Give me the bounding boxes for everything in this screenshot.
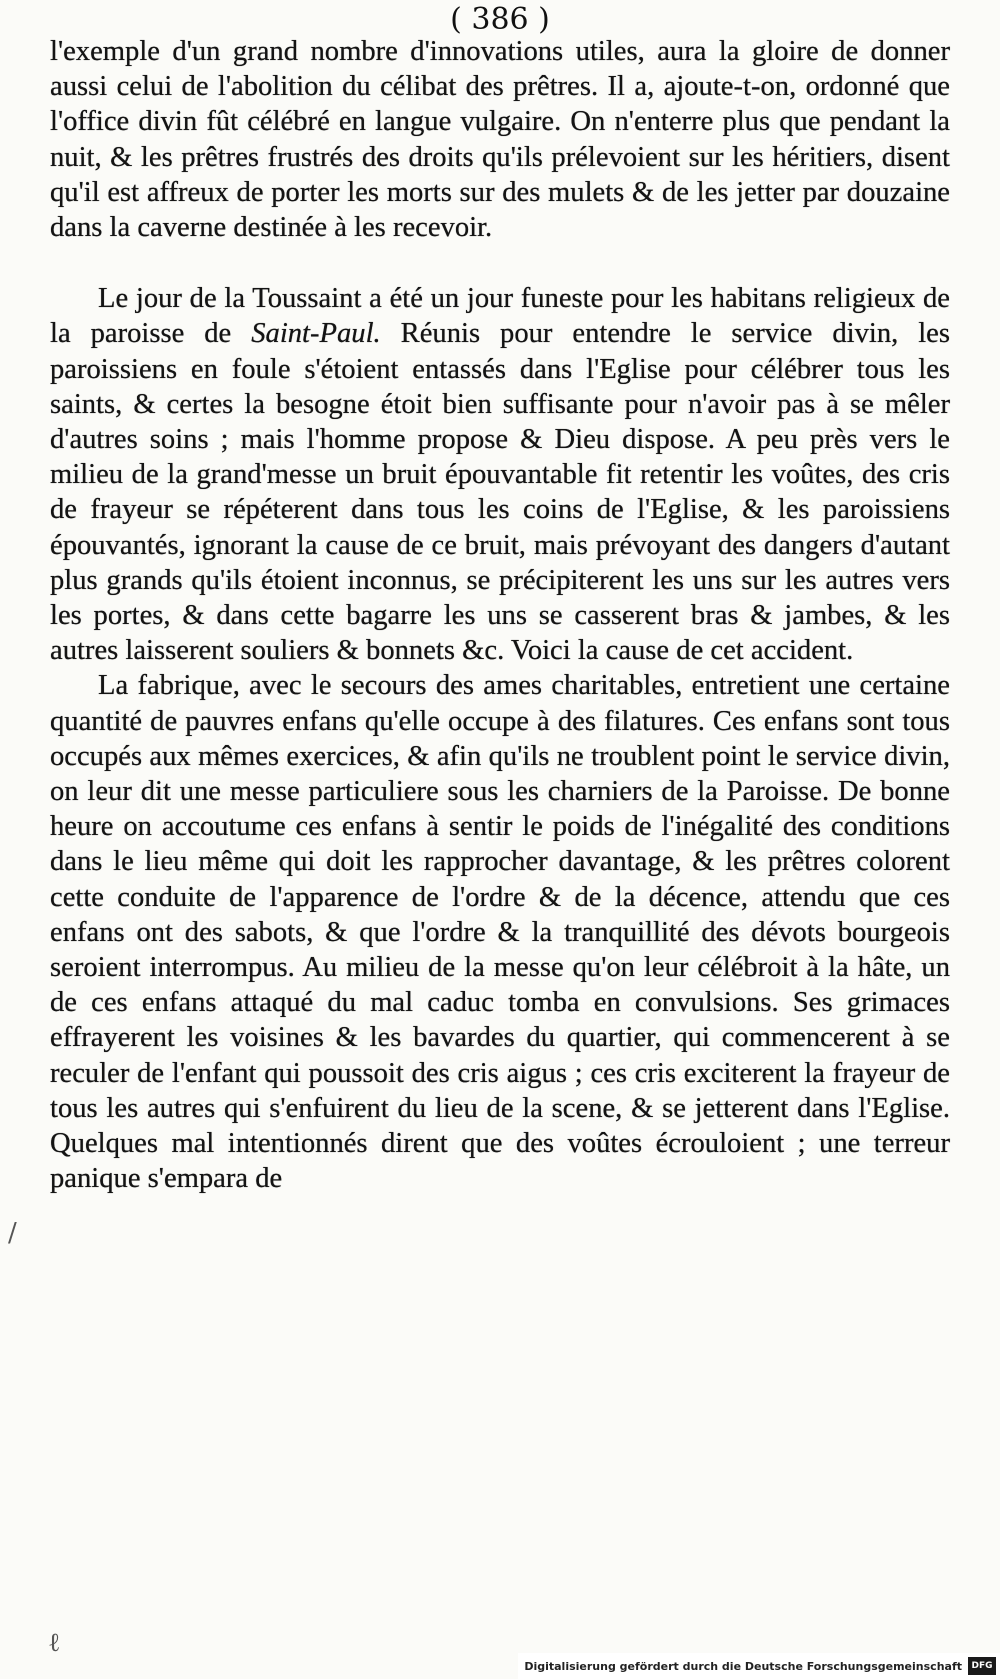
place-name-italic: Saint-Paul. [251, 318, 381, 350]
footer-credit: Digitalisierung gefördert durch die Deutsche Forschungsgemeinschaft [524, 1659, 962, 1673]
body-text [50, 34, 950, 1197]
paragraph-1: l'exemple d'un grand nombre d'innovations utiles, aura la gloire de donner aussi celui de l'abolition du célibat des prêtres. Il a, ajoute-t-on, ordonné que l'office divin fût célébré en langue vulgaire. On n'enterre plus que pendant la nuit, & les prêtres frustrés des droits qu'ils prélevoient sur les héritiers, disent qu'il est affreux de porter les morts sur des mulets & de les jetter par douzaine dans la caverne destinée à les recevoir. [50, 36, 950, 244]
paragraph-2 [50, 281, 950, 668]
paragraph-gap [50, 245, 950, 281]
paragraph-2-rest: Réunis pour entendre le service divin, les paroissiens en foule s'étoient entassés dans l'Eglise pour célébrer tous les saints, & certes la besogne étoit bien suffisante pour n'avoir pas à se mêler d'autres soins ; mais l'homme propose & Dieu dispose. A peu près vers le milieu de la grand'messe un bruit épouvantable fit retentir les voûtes, des cris de frayeur se répéterent dans tous les coins de l'Eglise, & les paroissiens épouvantés, ignorant la cause de ce bruit, mais prévoyant des dangers d'autant plus grands qu'ils étoient inconnus, se précipiterent les uns sur les autres vers les portes, & dans cette bagarre les uns se casserent bras & jambes, & les autres laisserent souliers & bonnets &c. Voici la cause de cet accident. [50, 318, 950, 667]
margin-mark-bottom: ℓ [48, 1628, 61, 1658]
dfg-logo-icon: DFG [968, 1657, 996, 1675]
paragraph-2-start: Le jour de la Toussaint a été un jour funeste pour les habitans religieux de la paroisse de [50, 283, 950, 350]
digitization-footer [518, 1653, 1000, 1679]
paragraph-3: La fabrique, avec le secours des ames charitables, entretient une certaine quantité de pauvres enfans qu'elle occupe à des filatures. Ces enfans sont tous occupés aux mêmes exercices, & afin qu'ils ne troublent point le service divin, on leur dit une messe particuliere sous les charniers de la Paroisse. De bonne heure on accoutume ces enfans à sentir le poids de l'inégalité des conditions dans le lieu même qui doit les rapprocher davantage, & les prêtres colorent cette conduite de l'apparence de l'ordre & de la décence, attendu que ces enfans ont des sabots, & que l'ordre & la tranquillité des dévots bourgeois seroient interrompus. Au milieu de la messe qu'on leur célébroit à la hâte, un de ces enfans attaqué du mal caduc tomba en convulsions. Ses grimaces effrayerent les voisines & les bavardes du quartier, qui commencerent à se reculer de l'enfant qui poussoit des cris aigus ; ces cris exciterent la frayeur de tous les autres qui s'enfuirent du lieu de la scene, & se jetterent dans l'Eglise. Quelques mal intentionnés dirent que des voûtes écrouloient ; une terreur panique s'empara de [50, 670, 950, 1195]
page-number: ( 386 ) [450, 2, 550, 37]
margin-mark-left: / [8, 1218, 17, 1248]
